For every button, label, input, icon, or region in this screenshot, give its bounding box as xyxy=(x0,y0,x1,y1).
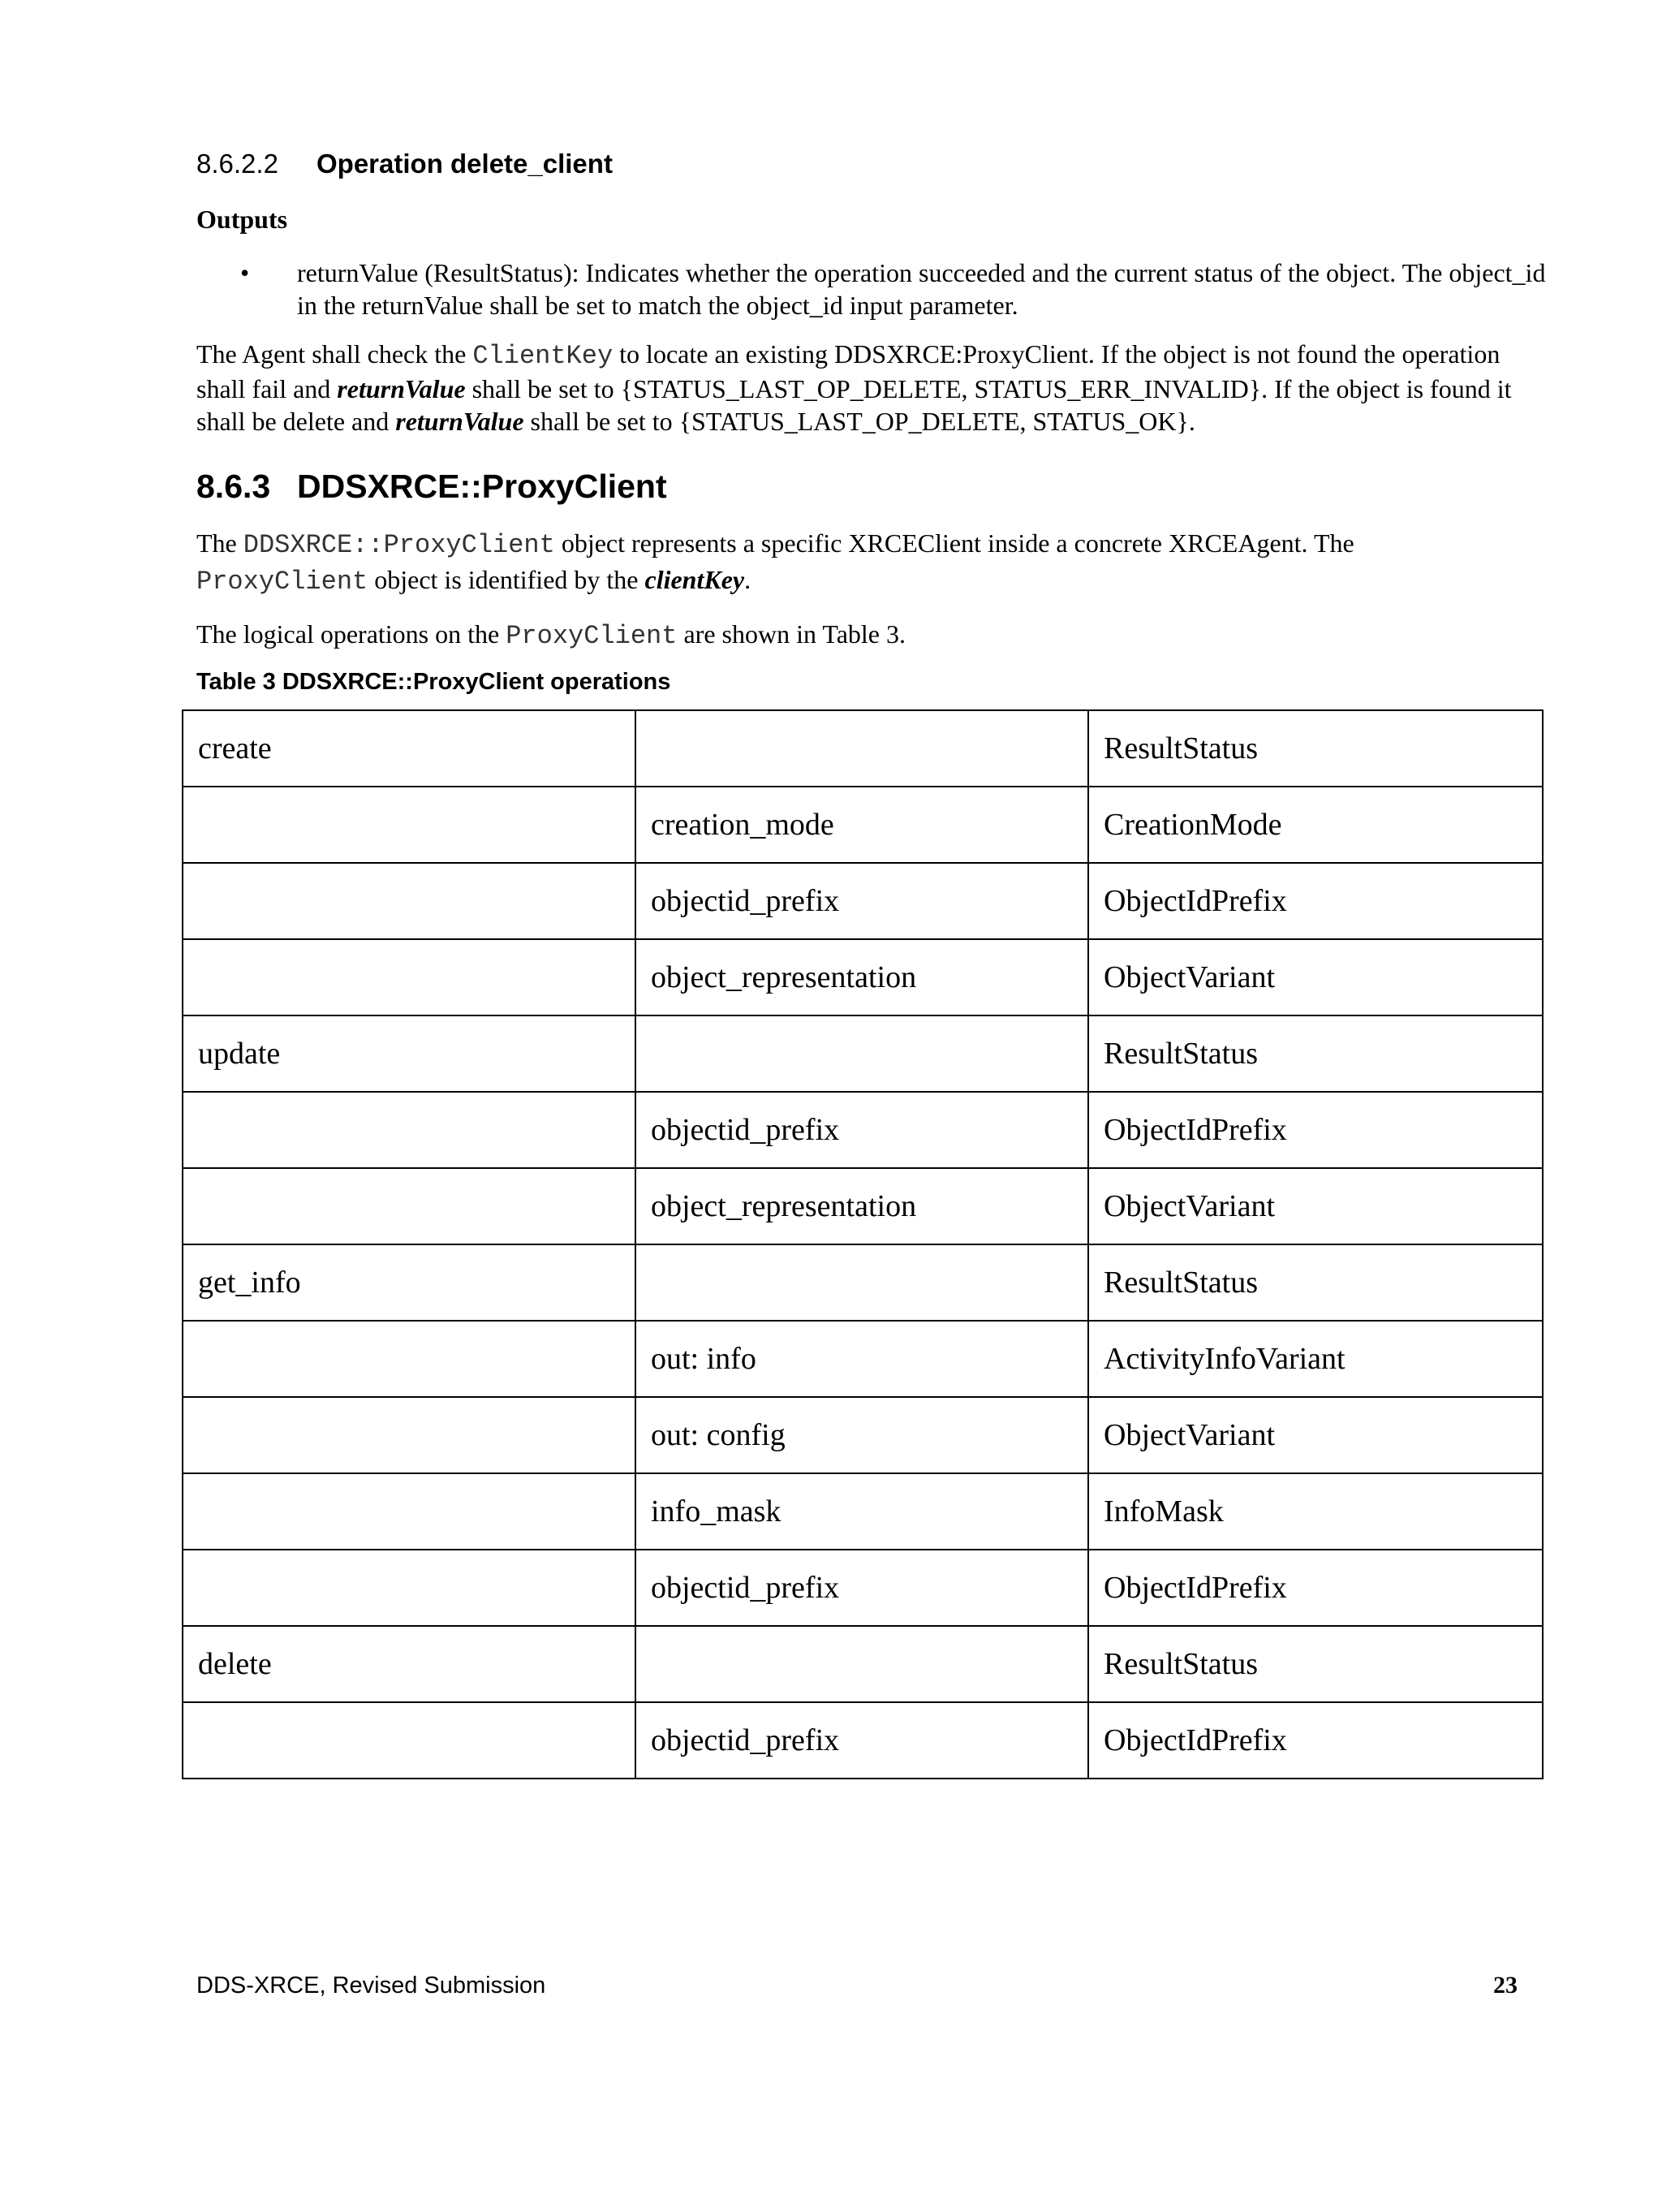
operation-name-cell xyxy=(183,1321,635,1397)
operation-name-cell: get_info xyxy=(183,1244,635,1321)
text-span: The Agent shall check the xyxy=(196,339,473,369)
parameter-name-cell xyxy=(635,1244,1088,1321)
parameter-name-cell: objectid_prefix xyxy=(635,1702,1088,1779)
code-ddsxrce-proxyclient: DDSXRCE::ProxyClient xyxy=(243,530,555,560)
type-cell: InfoMask xyxy=(1088,1473,1543,1550)
operation-name-cell xyxy=(183,1702,635,1779)
parameter-name-cell: objectid_prefix xyxy=(635,1550,1088,1626)
type-cell: ObjectVariant xyxy=(1088,1397,1543,1473)
text-span: The logical operations on the xyxy=(196,619,506,649)
parameter-name-cell: objectid_prefix xyxy=(635,863,1088,939)
code-clientkey: ClientKey xyxy=(472,341,614,371)
code-proxyclient: ProxyClient xyxy=(506,621,678,651)
table-caption: Table 3 DDSXRCE::ProxyClient operations xyxy=(196,669,671,695)
code-proxyclient: ProxyClient xyxy=(196,567,368,597)
emphasis-returnvalue: returnValue xyxy=(337,374,466,403)
table-row xyxy=(183,1626,1543,1702)
text-span: The xyxy=(196,528,243,558)
proxyclient-operations-table xyxy=(182,709,1544,1779)
operation-name-cell: update xyxy=(183,1015,635,1092)
footer-document-title: DDS-XRCE, Revised Submission xyxy=(196,1973,546,1999)
emphasis-clientkey: clientKey xyxy=(644,565,745,594)
parameter-name-cell xyxy=(635,1626,1088,1702)
type-cell: ObjectVariant xyxy=(1088,939,1543,1015)
operation-name-cell xyxy=(183,1168,635,1244)
type-cell: ActivityInfoVariant xyxy=(1088,1321,1543,1397)
text-span: are shown in Table 3. xyxy=(677,619,906,649)
text-span: object is identified by the xyxy=(368,565,645,594)
type-cell: ResultStatus xyxy=(1088,710,1543,787)
section-heading-8-6-2-2 xyxy=(196,148,613,180)
outputs-label: Outputs xyxy=(196,205,288,234)
parameter-name-cell xyxy=(635,710,1088,787)
type-cell: ResultStatus xyxy=(1088,1015,1543,1092)
section-heading-8-6-3 xyxy=(196,466,667,507)
text-span: to locate an existing DDSXRCE:ProxyClient. If the object is not found the operation shall fail and xyxy=(196,339,1501,403)
operation-name-cell xyxy=(183,1550,635,1626)
parameter-name-cell: out: info xyxy=(635,1321,1088,1397)
type-cell: ResultStatus xyxy=(1088,1626,1543,1702)
table-row xyxy=(183,863,1543,939)
proxyclient-description-paragraph xyxy=(196,526,1535,599)
text-span: shall be set to {STATUS_LAST_OP_DELETE, STATUS_OK}. xyxy=(523,407,1195,436)
parameter-name-cell: creation_mode xyxy=(635,787,1088,863)
operation-name-cell xyxy=(183,1397,635,1473)
section-number: 8.6.2.2 xyxy=(196,149,278,179)
text-span: . xyxy=(744,565,751,594)
bullet-text: returnValue (ResultStatus): Indicates whether the operation succeeded and the current status of the object. The object_id in the returnValue shall be set to match the object_id input parameter. xyxy=(297,258,1546,320)
table-row xyxy=(183,1550,1543,1626)
operation-name-cell xyxy=(183,939,635,1015)
table-row xyxy=(183,1168,1543,1244)
table-row xyxy=(183,1092,1543,1168)
operation-name-cell xyxy=(183,1092,635,1168)
type-cell: ObjectIdPrefix xyxy=(1088,1702,1543,1779)
table-row xyxy=(183,1244,1543,1321)
operation-name-cell: delete xyxy=(183,1626,635,1702)
table-row xyxy=(183,939,1543,1015)
operation-name-cell: create xyxy=(183,710,635,787)
table-row xyxy=(183,1015,1543,1092)
parameter-name-cell xyxy=(635,1015,1088,1092)
type-cell: CreationMode xyxy=(1088,787,1543,863)
type-cell: ResultStatus xyxy=(1088,1244,1543,1321)
parameter-name-cell: object_representation xyxy=(635,939,1088,1015)
type-cell: ObjectVariant xyxy=(1088,1168,1543,1244)
parameter-name-cell: objectid_prefix xyxy=(635,1092,1088,1168)
table-row xyxy=(183,1702,1543,1779)
logical-operations-paragraph xyxy=(196,617,1535,653)
table-row xyxy=(183,787,1543,863)
type-cell: ObjectIdPrefix xyxy=(1088,1092,1543,1168)
table-row xyxy=(183,1397,1543,1473)
section-title: DDSXRCE::ProxyClient xyxy=(297,468,667,505)
text-span: object represents a specific XRCEClient inside a concrete XRCEAgent. The xyxy=(554,528,1354,558)
parameter-name-cell: out: config xyxy=(635,1397,1088,1473)
footer-page-number: 23 xyxy=(1493,1972,1518,1999)
table-body xyxy=(183,710,1543,1779)
section-number: 8.6.3 xyxy=(196,468,271,505)
text-span: shall be set to {STATUS_LAST_OP_DELETE, STATUS_ERR_INVALID}. If the object is found it shall be delete and xyxy=(196,374,1512,436)
operation-name-cell xyxy=(183,1473,635,1550)
parameter-name-cell: object_representation xyxy=(635,1168,1088,1244)
operation-name-cell xyxy=(183,863,635,939)
type-cell: ObjectIdPrefix xyxy=(1088,1550,1543,1626)
agent-check-paragraph xyxy=(196,338,1535,438)
parameter-name-cell: info_mask xyxy=(635,1473,1088,1550)
operation-name-cell xyxy=(183,787,635,863)
table-row xyxy=(183,710,1543,787)
type-cell: ObjectIdPrefix xyxy=(1088,863,1543,939)
section-title: Operation delete_client xyxy=(316,149,613,179)
table-row xyxy=(183,1321,1543,1397)
table-row xyxy=(183,1473,1543,1550)
bullet-marker: • xyxy=(240,258,250,287)
emphasis-returnvalue: returnValue xyxy=(395,407,524,436)
